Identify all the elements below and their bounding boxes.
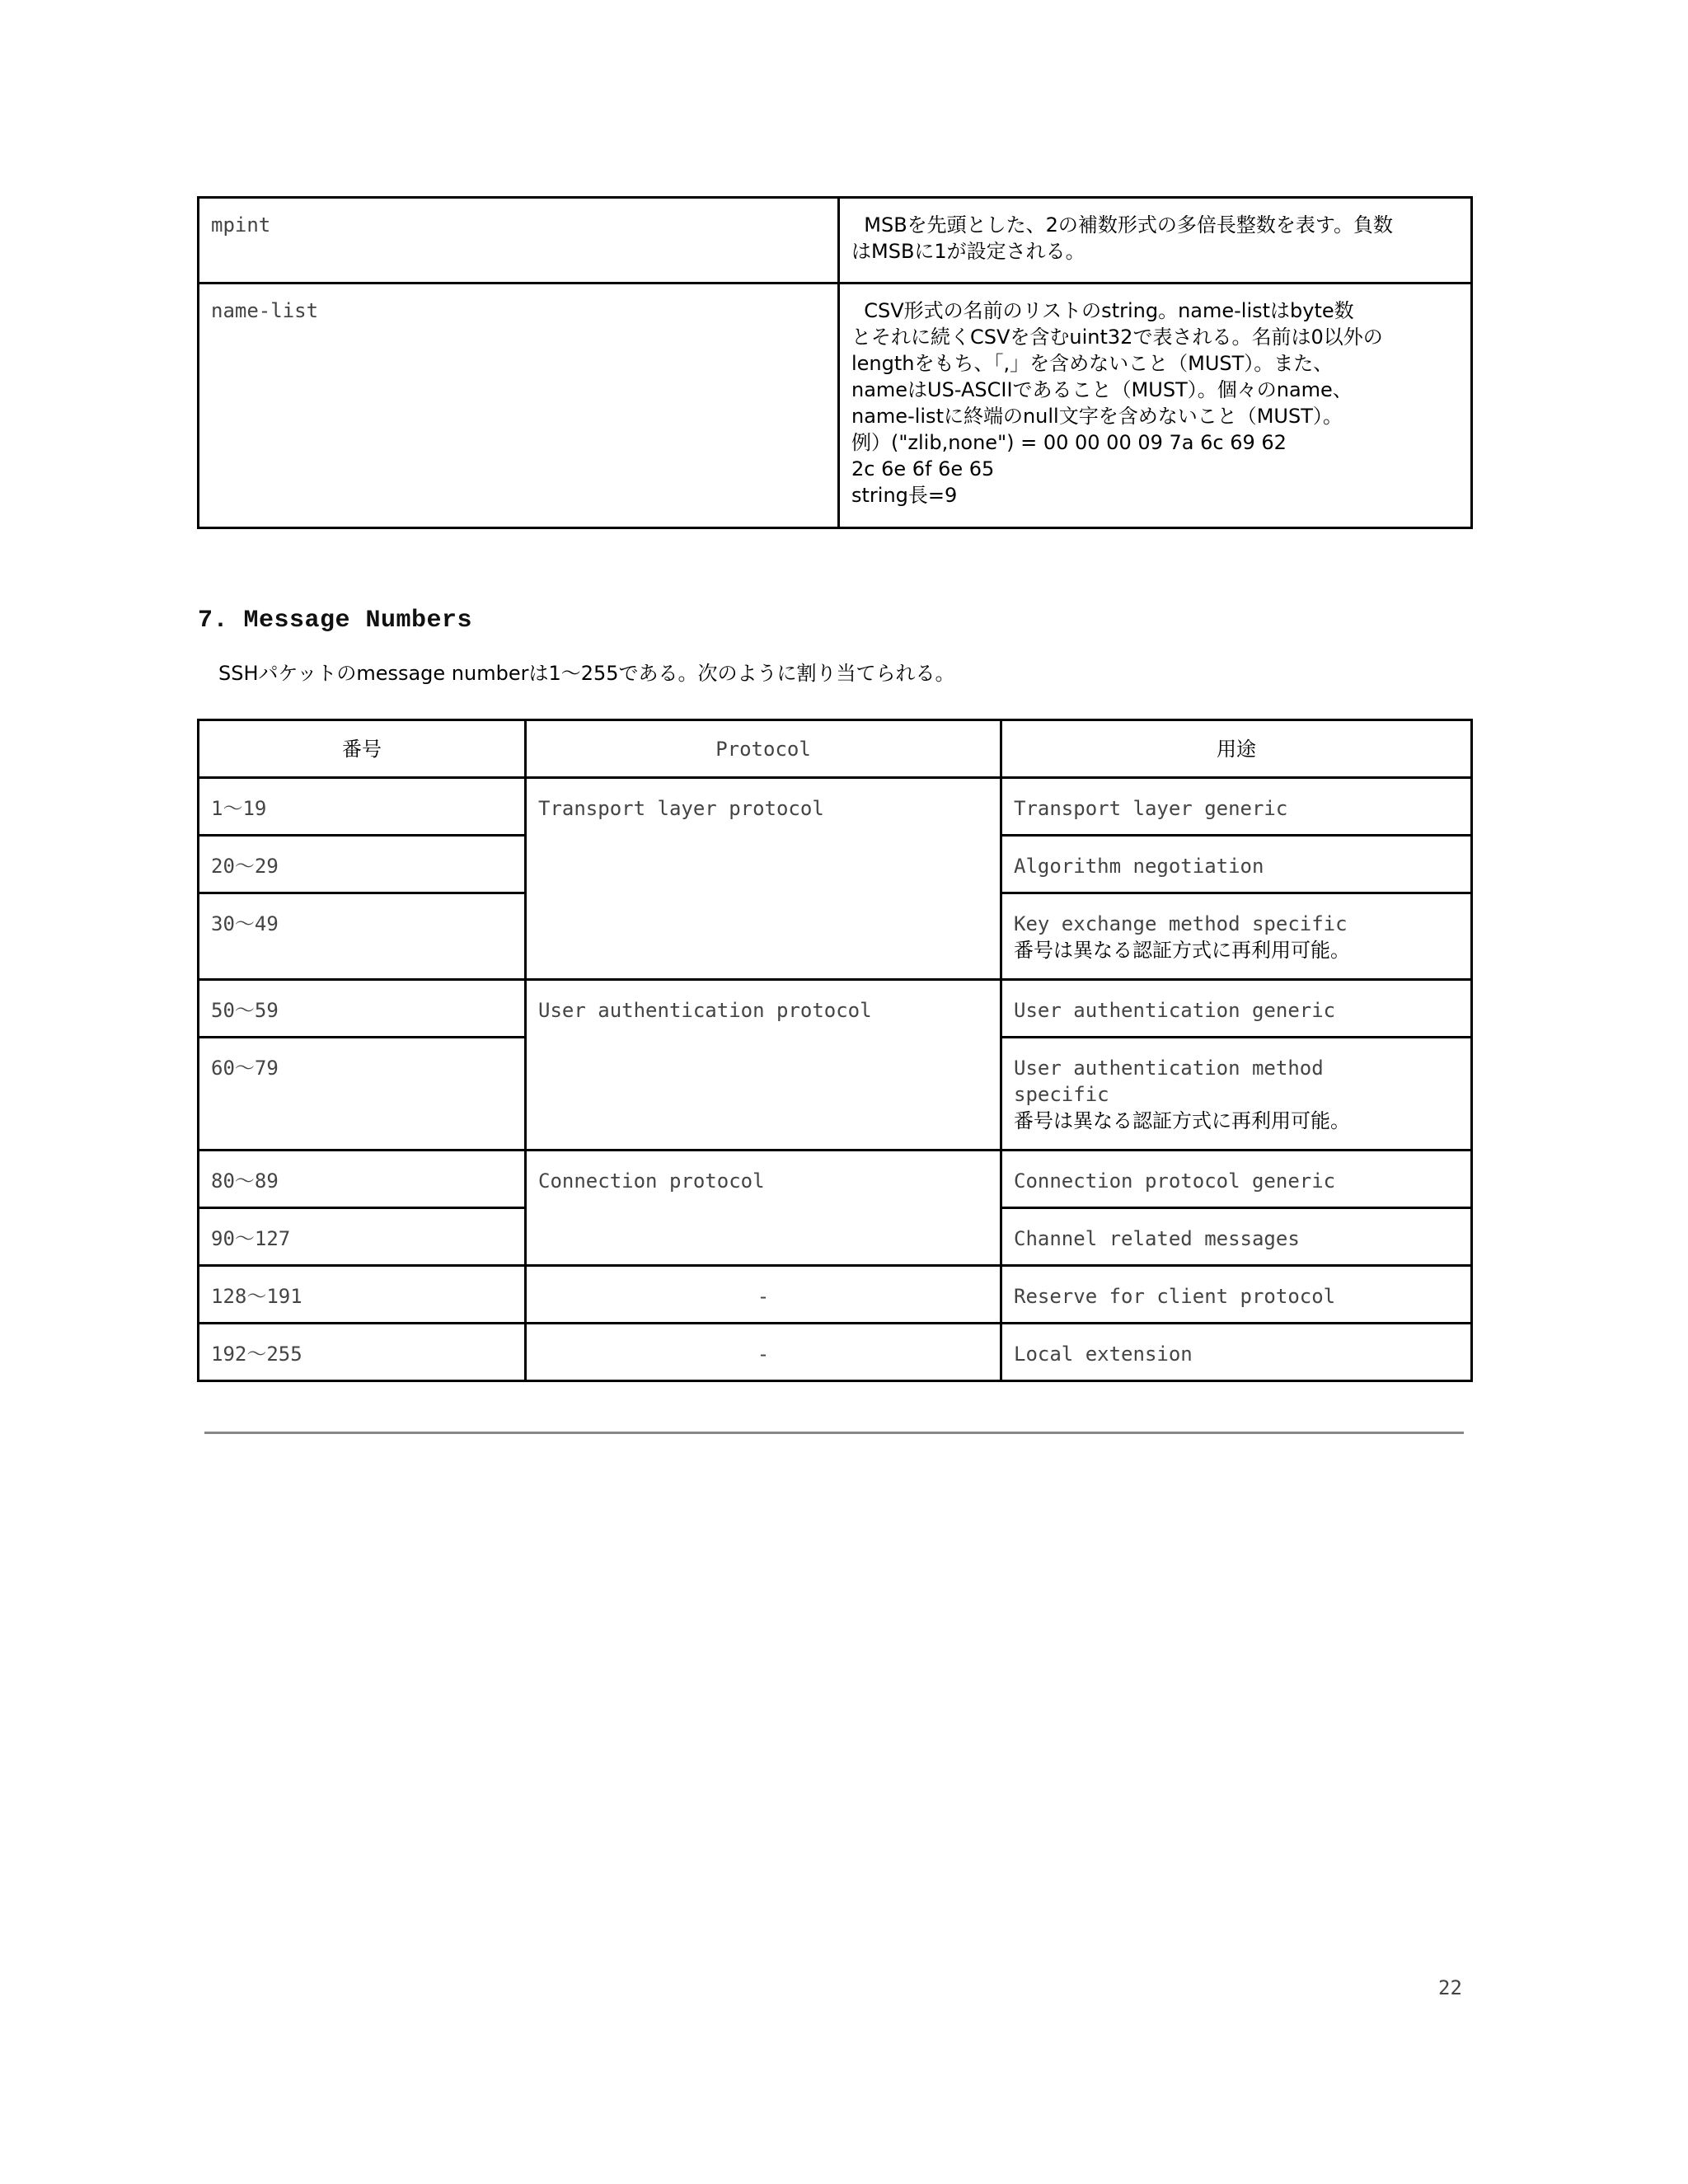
usage-line: User authentication method bbox=[1014, 1057, 1324, 1080]
data-types-table bbox=[197, 196, 1473, 529]
number-range-cell: 30〜49 bbox=[199, 893, 526, 980]
description-line: nameはUS-ASCIIであること（MUST）。個々のname、 bbox=[851, 378, 1353, 401]
column-header-number: 番号 bbox=[199, 720, 526, 778]
usage-line: Key exchange method specific bbox=[1014, 912, 1348, 935]
type-name-cell: mpint bbox=[199, 198, 839, 284]
number-range-cell: 90〜127 bbox=[199, 1208, 526, 1266]
usage-cell: Channel related messages bbox=[1001, 1208, 1472, 1266]
type-description-cell bbox=[839, 198, 1472, 284]
number-range-cell: 128〜191 bbox=[199, 1266, 526, 1324]
number-range-cell: 1〜19 bbox=[199, 778, 526, 836]
page-number: 22 bbox=[1438, 1976, 1462, 1999]
usage-cell: Connection protocol generic bbox=[1001, 1151, 1472, 1208]
usage-line: 番号は異なる認証方式に再利用可能。 bbox=[1014, 1109, 1350, 1132]
usage-line: specific bbox=[1014, 1083, 1109, 1106]
usage-cell: Reserve for client protocol bbox=[1001, 1266, 1472, 1324]
usage-cell: User authentication generic bbox=[1001, 980, 1472, 1038]
description-line: はMSBに1が設定される。 bbox=[851, 240, 1085, 263]
table-row bbox=[199, 1266, 1472, 1324]
description-line: 例）("zlib,none") = 00 00 00 09 7a 6c 69 62 bbox=[851, 431, 1287, 454]
description-line: MSBを先頭とした、2の補数形式の多倍長整数を表す。負数 bbox=[851, 213, 1394, 237]
table-row bbox=[199, 1324, 1472, 1381]
type-name-cell: name-list bbox=[199, 284, 839, 528]
message-numbers-table bbox=[197, 719, 1473, 1382]
description-line: string長=9 bbox=[851, 484, 958, 507]
number-range-cell: 192〜255 bbox=[199, 1324, 526, 1381]
type-description-cell bbox=[839, 284, 1472, 528]
intro-paragraph: SSHパケットのmessage numberは1〜255である。次のように割り当てられる。 bbox=[218, 662, 955, 685]
table-row bbox=[199, 198, 1472, 284]
description-line: lengthをもち、「,」を含めないこと（MUST）。また、 bbox=[851, 352, 1334, 375]
table-row bbox=[199, 1151, 1472, 1208]
protocol-cell: - bbox=[526, 1266, 1001, 1324]
description-line: 2c 6e 6f 6e 65 bbox=[851, 457, 995, 480]
table-header-row bbox=[199, 720, 1472, 778]
column-header-usage: 用途 bbox=[1001, 720, 1472, 778]
table-row bbox=[199, 778, 1472, 836]
protocol-cell: Connection protocol bbox=[526, 1151, 1001, 1266]
column-header-protocol: Protocol bbox=[526, 720, 1001, 778]
horizontal-divider bbox=[204, 1432, 1464, 1434]
usage-cell: Algorithm negotiation bbox=[1001, 836, 1472, 893]
description-line: とそれに続くCSVを含むuint32で表される。名前は0以外の bbox=[851, 326, 1383, 349]
description-line: CSV形式の名前のリストのstring。name-listはbyte数 bbox=[851, 299, 1354, 322]
table-row bbox=[199, 284, 1472, 528]
protocol-cell: Transport layer protocol bbox=[526, 778, 1001, 980]
description-line: name-listに終端のnull文字を含めないこと（MUST）。 bbox=[851, 405, 1343, 428]
usage-cell bbox=[1001, 893, 1472, 980]
section-heading: 7. Message Numbers bbox=[198, 607, 473, 635]
usage-cell bbox=[1001, 1038, 1472, 1151]
usage-cell: Transport layer generic bbox=[1001, 778, 1472, 836]
number-range-cell: 20〜29 bbox=[199, 836, 526, 893]
usage-line: 番号は異なる認証方式に再利用可能。 bbox=[1014, 939, 1350, 962]
table-row bbox=[199, 980, 1472, 1038]
number-range-cell: 60〜79 bbox=[199, 1038, 526, 1151]
number-range-cell: 80〜89 bbox=[199, 1151, 526, 1208]
protocol-cell: User authentication protocol bbox=[526, 980, 1001, 1151]
usage-cell: Local extension bbox=[1001, 1324, 1472, 1381]
protocol-cell: - bbox=[526, 1324, 1001, 1381]
number-range-cell: 50〜59 bbox=[199, 980, 526, 1038]
